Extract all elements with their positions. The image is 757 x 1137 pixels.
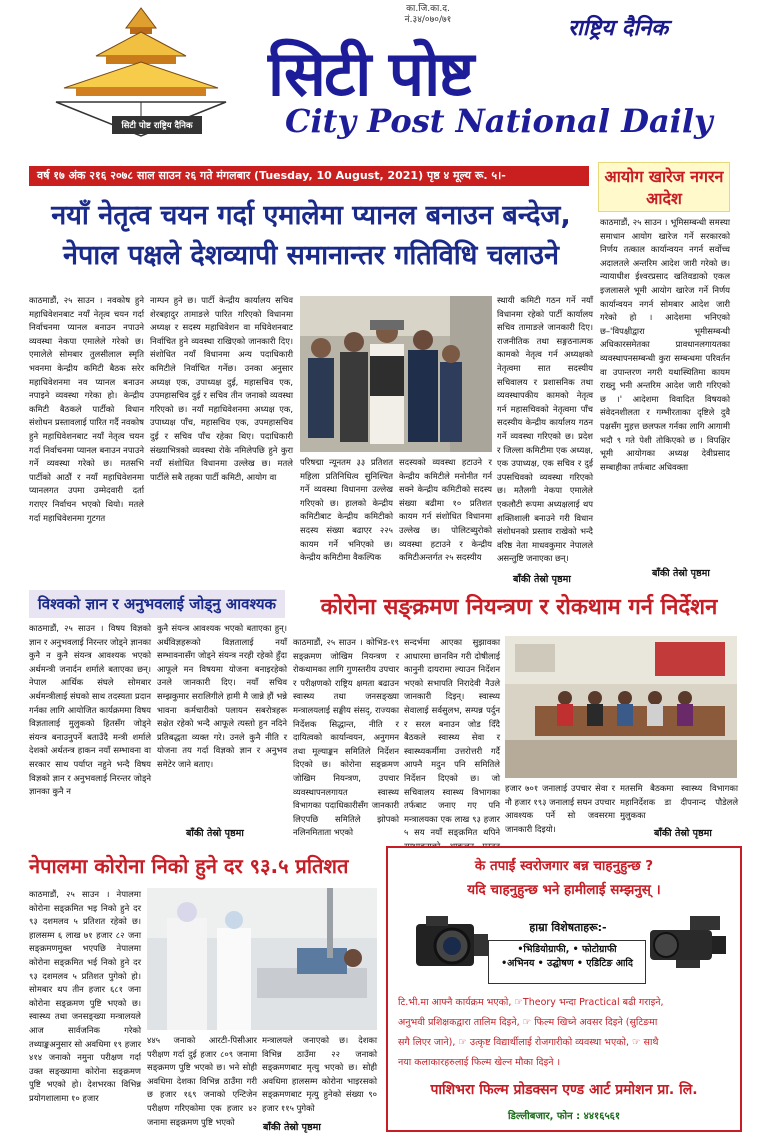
story4-hospital-photo [147,888,377,1030]
story2-continued: बाँकी तेस्रो पृष्ठमा [186,828,244,839]
story3-headline: कोरोना सङ्क्रमण नियन्त्रण र रोकथाम गर्न निर्देशन [320,595,718,620]
story3-column-3: हजार ७०१ जनालाई उपचार सेवा र नौ हजार १९३ जनालाई सघन उपचार आवश्यक पर्ने सो जवसरमा जानकारी दिइयो। [505,783,615,834]
lead-column-4: सदस्यको व्यवस्था हटाउने र केन्द्रीय कमिटीले मनोनीत गर्न सक्ने केन्द्रीय कमिटीको सदस्य संख्या बढीमा १० प्रतिशत कायम गर्न संशोधित विधानमा उल्लेख छ। पोलिटब्युरोको व्यवस्था हटाउने र केन्द्रीय कमिटीअन्तर्गत २५ सदस्यीय [399,457,492,563]
lead-photo [300,296,492,452]
story2-column-1: काठमाडौं, २५ साउन । विषय विज्ञको ज्ञान र अनुभवलाई निरन्तर जोड्ने ज्ञानका कुनै न कुनै संयन्त्र आवश्यक भएको अर्थमन्त्री जनार्दन शर्माले बताएका छन्। नेपाल आर्थिक संघले सोमबार अर्थमन्त्रीलाई संघको साथ तदस्यता प्रदान गर्नका लागि आयोजित कार्यक्रममा विषय विज्ञतालाई मुलुकको हितसँग जोड्ने संयन्त्र बनाउनुपर्ने बताउँदै मन्त्री शर्माले देशको अर्थतन्त्र हाकन नयाँ सम्भावना वा सरकार साथ पर्याप्त नहुने भन्दै विषय विज्ञको ज्ञान र अनुभवलाई निरन्तर जोड्ने ज्ञानका कुनै न [29,623,151,797]
story4-column-3: मन्त्रालयले जनाएको छ। देशका विभिन्न ठाउँमा २२ जनाको सङ्क्रमणबाट मृत्यु भएको छ। सोही अवधिमा हालसम्म कोरोना भाइरसको सङ्क्रमणबाट मृत्यु हुनेको संख्या ९० हजार ११५ पुगेको [262,1035,377,1113]
story2-column-2: कुनै संयन्त्र आवश्यक भएको बताएका हुन्। अर्थविज्ञहरूको विज्ञतालाई नयाँ सम्भावनासँग जोड्ने संयन्त्र नरही रहेको हुँदा आफूले मन विषयमा योजना बनाइरहेको उनले जानकारी दिए। नयाँ सचिव सम्झकुमार सरालिगीले हामी मै जान्ने हौं भन्ने भावना कर्मचारीको पलायन सबरोत्रहरू सक्षेत रहेको भन्दै आफूले त्यस्तो हुन नदिने प्रतिबद्धता व्यक्त गरे। उनले कुनै नीति र योजना तय गर्दा विज्ञको ज्ञान र अनुभव समेटेर जाने बताए। [157,623,287,769]
lead-continued: बाँकी तेस्रो पृष्ठमा [513,574,571,585]
logo-caption: सिटी पोष्ट राष्ट्रिय दैनिक [121,121,193,131]
lead-column-1: काठमाडौं, २५ साउन । नवकोष हुने महाधिवेशनबाट नयाँ नेतृत्व चयन गर्दा निर्वाचनमा प्यानल बनाउन नपाउने व्यवस्था नेकपा एमालेले गरेको छ। एमालेले सोमबार तुलसीलाल स्मृति भवनमा केन्द्रीय कमिटी बैठक सरेर महाधिवेशनमा नव प्यानल बनाउन नपाइने व्यवस्था गरेका हो। केन्द्रीय कमिटी बैठकले पार्टीको विधान संशोधन प्रस्तावलाई पारित गर्दै नवकोष हुने महाधिवेशनबाट नयाँ नेतृत्व चयन गर्दा निर्वाचनमा प्यानल बनाउन नपाउने गर्ने व्यवस्था गरेको छ। मतसभि पार्टीको आठौं र नयाँ महाधिवेशनमा प्यानलगत उपमा उम्मेदवारी दर्ता गराएर निर्वाचन भएको थियो। मतले गर्दा महाधिवेशनमा गुटगत [29,295,144,523]
ad-bullet: नया कलाकारहरुलाई फिल्म खेल्न मौका दिइने । [398,1057,561,1068]
lead-column-5: स्थायी कमिटी गठन गर्ने नयाँ विधानमा रहेको पार्टी कार्यालय सचिव तामाङले जानकारी दिए। राजनीतिक तथा सङ्गठनात्मक कामको नेतृत्व गर्न अध्यक्षको नेतृत्वमा सात सदस्यीय सचिवालय र प्रशासनिक तथा व्यवस्थापकीय कामको नेतृत्व गर्न महासचिवको नेतृत्वमा पाँच सदस्यीय केन्द्रीय कार्यालय गठन गर्ने व्यवस्था गरिएको छ। प्रदेश र जिल्ला कमिटीमा एक अध्यक्ष, एक उपाध्यक्ष, एक सचिव र दुई उपसचिवको व्यवस्था गरिएको छ। मतैलगी नेकपा एमालेले एकलौटी रूपमा अध्यक्षलाई थप शक्तिशाली बनाउने गरी विधान संशोधनको प्रस्ताव राखेको भन्दै वरिष्ठ नेता माधवकुमार नेपालले असन्तुष्टि जनाएका छन्। [497,295,593,564]
ad-address-phone: डिल्लीबजार, फोन : ४४१६५६१ [507,1111,621,1122]
story4-headline: नेपालमा कोरोना निको हुने दर ९३.५ प्रतिशत [29,854,349,878]
registration-line2: नं.३४/०७०/७१ [404,15,452,25]
ad-question-line: के तपाईं स्वरोजगार बन्न चाहनुहुन्छ ? [474,858,654,874]
ad-features-box [488,940,646,984]
registration-line1: का.जि.का.द. [406,4,450,14]
story2-headline: विश्वको ज्ञान र अनुभवलाई जोड्नु आवश्यक [29,590,285,618]
ad-company-name: पाशिभरा फिल्म प्रोडक्सन एण्ड आर्ट प्रमोशन प्रा. लि. [430,1082,698,1098]
right-column-continued: बाँकी तेस्रो पृष्ठमा [652,568,710,579]
ad-features-line2: •अभिनय • उद्घोषण • एडिटिङ आदि [501,958,633,969]
masthead-tagline: राष्ट्रिय दैनिक [568,16,669,41]
story4-continued: बाँकी तेस्रो पृष्ठमा [263,1122,321,1133]
right-column-body: काठमाडौं, २५ साउन । भूमिसम्बन्धी समस्या समाधान आयोग खारेज गर्ने सरकारको निर्णय तत्काल कार्यान्वयन नगर्न सर्वोच्च अदालतले अन्तरिम आदेश जारी गरेको छ। न्यायाधीश ईश्वरप्रसाद खतिवडाको एकल इजलासले भूमी आयोग खारेज गर्ने निर्णय कार्यान्वयन नगर्न सोमबार आदेश जारी गरेको हो । आदेशमा भनिएको छ–'विपक्षीद्वारा भूमीसम्बन्धी अधिकारसमेतका प्रावधानलगायतका व्यवस्थापनसम्बन्धी कुरा सम्बन्धमा परिवर्तन वा उपान्तरण नगरी यथास्थितिमा कायम राख्नु भनी अन्तरिम आदेश जारी गरिएको छ ।' आदेशमा विवादित विषयको संवेदनशीलता र गम्भीरताका दृष्टिले दुवै पक्षसँग मुहत्त छलफल गर्नका लागि आगामी भदौ ९ गते पेशी तोकिएको छ । विपक्षिर भूमी आयोगका अध्यक्ष देवीप्रसाद सम्बाहीका तर्फबाट अधिवक्ता [600,217,730,472]
registration-number [398,4,458,26]
ad-features-title: हाम्रा विशेषताहरू:- [529,921,607,934]
ad-features-line1: •भिडियोग्राफी, • फोटोग्राफी [517,944,617,955]
story3-column-4: मतसमि बैठकमा स्वास्थ्य विभागका महानिर्देशक डा दीपनान्द पौडेलले मुलुकका [620,783,738,821]
video-camera-icon [646,906,730,976]
story4-column-2: ४४५ जनाको आरटी-पिसीआर परीक्षण गर्दा दुई हजार ८०९ जनामा सङ्क्रमण पुष्टि भएको छ। भने सोही अवधिमा देशका विभिन्न ठाउँमा गरी छ हजार १६९ जनाको एन्टिजेन परीक्षण गरिएकोमा एक हजार ४२ जनामा सङ्क्रमण पुष्टि भएको [147,1035,257,1127]
lead-column-2: नाम्पन हुने छ। पार्टी केन्द्रीय कार्यालय सचिव शेरबहादुर तामाङले पारित गरिएको विधानमा अध्यक्ष र सदस्य महाधिवेशन वा मधिवेशनबाट निर्वाचित हुने व्यवस्था राखिएको जानकारी दिए। संशोधित नयाँ विधानमा अन्य पदाधिकारी कमिटीले निर्वाचित गर्नेछ। उनका अनुसार अध्यक्ष एक, उपाध्यक्ष दुई, महासचिव एक, उपमहासचिव दुई र सचिव तीन जनाको व्यवस्था गरिएको छ। नयाँ महाधिवेशनमा अध्यक्ष एक, उपाध्यक्ष पाँच, महासचिव एक, उपमहासचिव दुई र सचिव पाँच रहेका थिए। पदाधिकारी संख्याभित्रको व्यवस्था रोके नमिलेपछि हुने कुरा नयाँ संशोधित विधानमा उल्लेख छ। मतले पार्टीले सबै तहका पार्टी कमिटी, आयोग वा [150,295,293,482]
lead-column-3: परिषद्मा न्यूनतम ३३ प्रतिशत महिला प्रतिनिधित्व सुनिश्चित गर्ने व्यवस्था विधानमा उल्लेख गरिएको छ। हालको केन्द्रीय कमिटीबाट केन्द्रीय कमिटीको सदस्य संख्या बढाएर २२५ कायम गर्ने भनिएको छ। केन्द्रीय कमिटीमा वैकल्पिक [300,457,393,563]
lead-headline-line2: नेपाल पक्षले देशव्यापी समानान्तर गतिविधि चलाउने [62,240,560,271]
lead-headline-line1: नयाँ नेतृत्व चयन गर्दा एमालेमा प्यानल बनाउन बन्देज, [51,200,571,231]
story4-column-1: काठमाडौं, २५ साउन । नेपालमा कोरोना सङ्क्रमित भइ निको हुने दर ९३ दशमलव ५ प्रतिशत रहेको छ। हालसम्म ६ लाख ७१ हजार ८२ जना सङ्क्रमणमुक्त भएपछि नेपालमा कोरोना सङ्क्रमित भई निको हुने दर ९३ दशमलव ५ प्रतिशत पुगेको हो। सोमबार थप तीन हजार ६८१ जना कोरोना सङ्क्रमण पुष्टि भएको छ। स्वास्थ्य तथा जनसङ्ख्या मन्त्रालयले आज सार्वजनिक गरेको तथ्याङ्कअनुसार सो अवधिमा १९ हजार ४१४ जनाको नमुना परीक्षण गर्दा उक्त सङ्ख्यामा कोरोना सङ्क्रमण पुष्टि भएको हो। देशभरका विभिन्न प्रयोगशालामा १० हजार [29,889,141,1103]
ad-invite-line: यदि चाहनुहुन्छ भने हामीलाई सम्झनुस् । [467,882,661,898]
story3-column-1: काठमाडौं, २५ साउन । कोभिड-१९ सङ्क्रमण जोखिम नियन्त्रण र रोकथामका लागि गुणस्तरीय उपचार र परीक्षणको राष्ट्रिय क्षमता बढाउन स्वास्थ्य तथा जनसङ्ख्या मन्त्रालयलाई सङ्घीय संसद्, राज्यका निर्देशक सिद्धान्त, नीति र दायित्वको कार्यान्वयन, अनुगमन तथा मूल्याङ्कन समितिले निर्देशन दिएको छ। कोरोना सङ्क्रमण जोखिम नियन्त्रण, उपचार व्यवस्थापनलगायत स्वास्थ्य विभागका पदाधिकारीसँग जानकारी लिएपछि समितिले झोपको नलिनमिताता भएको [293,637,399,838]
camera-icon [412,906,492,976]
story3-continued: बाँकी तेस्रो पृष्ठमा [654,828,712,839]
ad-bullet: अनुभवी प्रशिक्षकद्वारा तालिम दिइने, ☞ फिल्म खिच्ने अवसर दिइने (सुटिङमा [398,1017,658,1028]
advertisement [386,846,742,1132]
story3-column-2: सन्दर्भमा आएका सुझावका आधारमा छानविन गरी दोषीलाई कानुनी दायरामा ल्याउन निर्देशन भएको सभापति निरादेवी नैउले जानकारी दिइन्। स्वास्थ्य सेवालाई सर्वसुलभ, सम्पन्न पर्दुन र सरल बनाउन जोड दिँदै बैठकले स्वास्थ्य सेवा र स्वास्थ्यकर्मीमा उत्तरोत्तरी गर्दै आफ्नै मदुन पनि समितिले निर्देशन दिएको छ। जो सचिवालय स्वास्थ्य विभागका तर्फबाट जनाए गए पनि मन्त्रालयका एक लाख ९३ हजार ५ सय नयाँ सङ्क्रमित थपिने [404,637,500,838]
date-issue-bar: वर्ष १७ अंक २१६ २०७८ साल साउन २६ गते मंगलबार (Tuesday, 10 August, 2021) पृष्ठ ४ मूल्य रू. ५।- [29,166,589,186]
masthead-title-english: City Post National Daily [285,102,713,140]
masthead-title-nepali: सिटी पोष्ट [268,37,473,110]
right-column-headline: आयोग खारेज नगरन आदेश [598,162,730,212]
lead-headline [31,196,591,276]
ad-bullet: सगै लिएर जाने), ☞ उत्कृष्ट विद्यार्थीलाई रोजगारीको व्यवस्था भएको, ☞ साथै [398,1037,659,1048]
ad-bullet: टि.भी.मा आफ्नै कार्यक्रम भएको, ☞Theory भन्दा Practical बढी गराइने, [398,997,664,1008]
story3-meeting-photo [505,636,737,778]
